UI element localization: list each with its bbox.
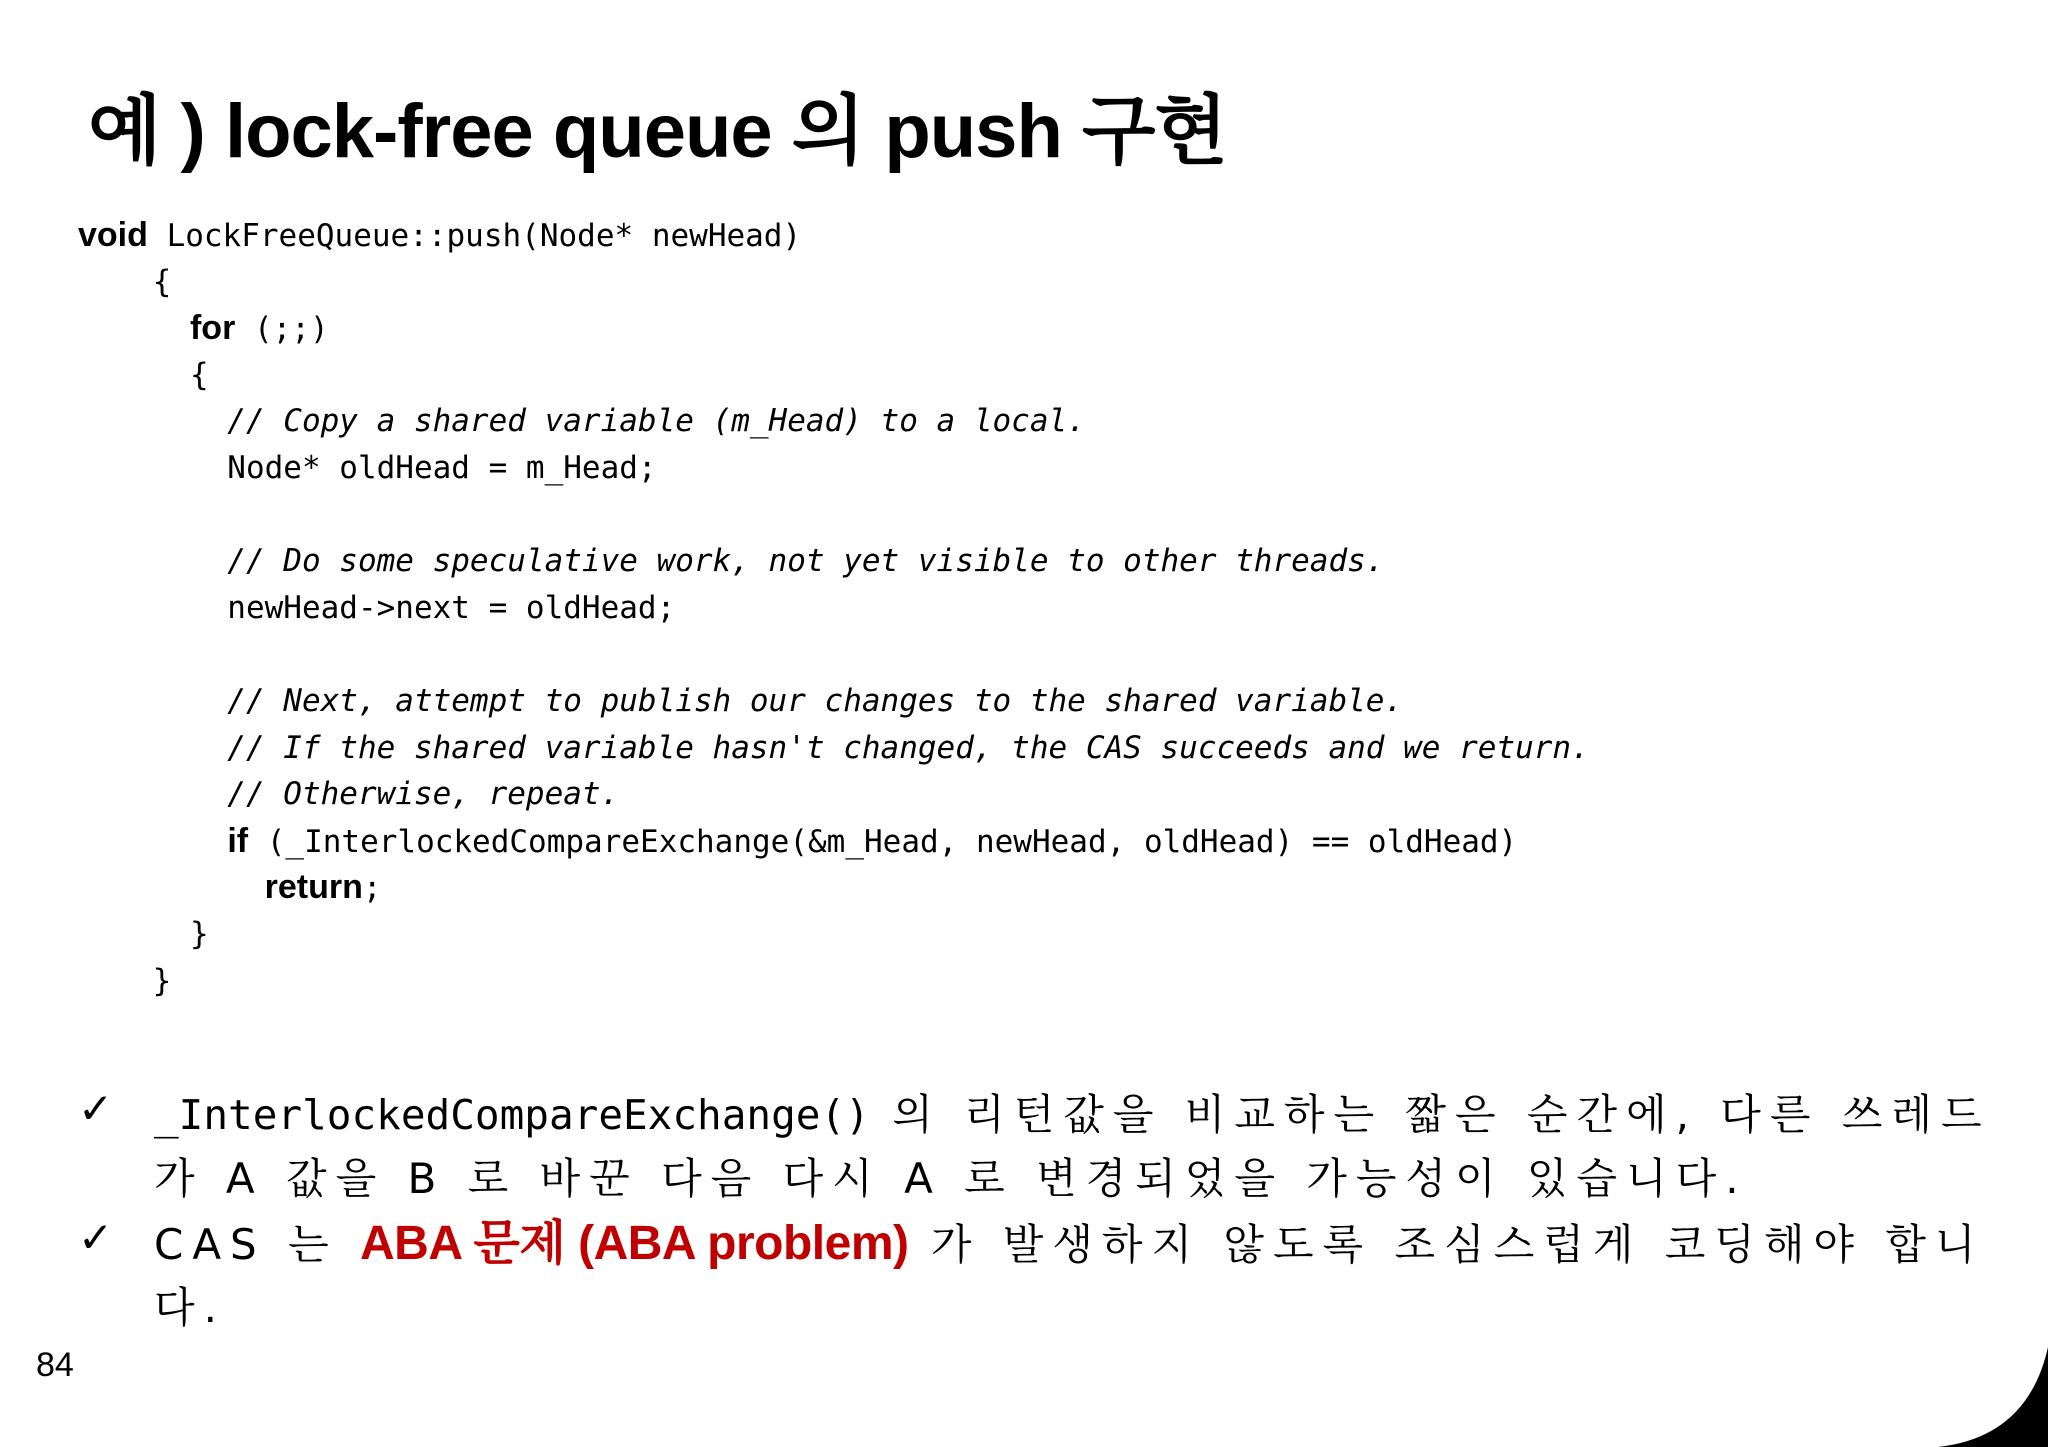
bullet-item [78, 1212, 2008, 1339]
code-keyword: void [78, 216, 148, 254]
checkmark-icon: ✓ [78, 1213, 114, 1262]
code-comment: // If the shared variable hasn't changed, the CAS succeeds and we return. [78, 729, 1590, 766]
code-comment: // Next, attempt to publish our changes to the shared variable. [78, 682, 1404, 719]
code-text: (;;) [235, 311, 329, 348]
bullet-text: 가 발생하지 않도록 조심스럽게 코딩해야 합니다. [154, 1220, 1985, 1332]
code-line: Node* oldHead = m_Head; [78, 449, 657, 486]
code-line [78, 212, 2028, 259]
checkmark-icon: ✓ [78, 1084, 114, 1133]
code-text: (_InterlockedCompareExchange(&m_Head, newHead, oldHead) == oldHead) [248, 823, 1518, 860]
code-line [78, 305, 2028, 352]
code-line: } [78, 962, 172, 999]
code-keyword: for [189, 309, 236, 348]
code-line [78, 864, 2028, 911]
bullet-item [78, 1083, 2008, 1210]
code-line: { [78, 263, 172, 300]
code-blank-line [78, 492, 2028, 539]
code-keyword: return [264, 868, 363, 907]
code-comment: // Do some speculative work, not yet visible to other threads. [78, 543, 1385, 580]
page-number: 84 [36, 1346, 74, 1384]
bullet-list [78, 1083, 2008, 1339]
code-blank-line [78, 631, 2028, 678]
bullet-text: CAS 는 [154, 1220, 360, 1269]
code-indent [78, 870, 265, 906]
code-line: { [78, 356, 209, 393]
code-indent [78, 311, 190, 347]
slide-title: 예 ) lock-free queue 의 push 구현 [88, 89, 1227, 174]
function-name: _InterlockedCompareExchange() [154, 1091, 870, 1139]
highlight-text: ABA 문제 (ABA problem) [360, 1217, 909, 1270]
code-line [78, 818, 2028, 865]
code-block [78, 212, 2028, 1004]
code-text: ; [362, 870, 382, 907]
code-comment: // Otherwise, repeat. [78, 776, 620, 813]
bullet-text: 의 리턴값을 비교하는 짧은 순간에, 다른 쓰레드가 A 값을 B 로 바꾼 다음 다시 A 로 변경되었을 가능성이 있습니다. [154, 1090, 1991, 1203]
code-comment: // Copy a shared variable (m_Head) to a local. [78, 403, 1086, 440]
corner-decoration [1938, 1347, 2048, 1447]
code-line: } [78, 915, 209, 952]
code-keyword: if [227, 821, 249, 860]
code-indent [78, 824, 227, 860]
code-line: newHead->next = oldHead; [78, 589, 676, 626]
code-text: LockFreeQueue::push(Node* newHead) [147, 218, 802, 254]
